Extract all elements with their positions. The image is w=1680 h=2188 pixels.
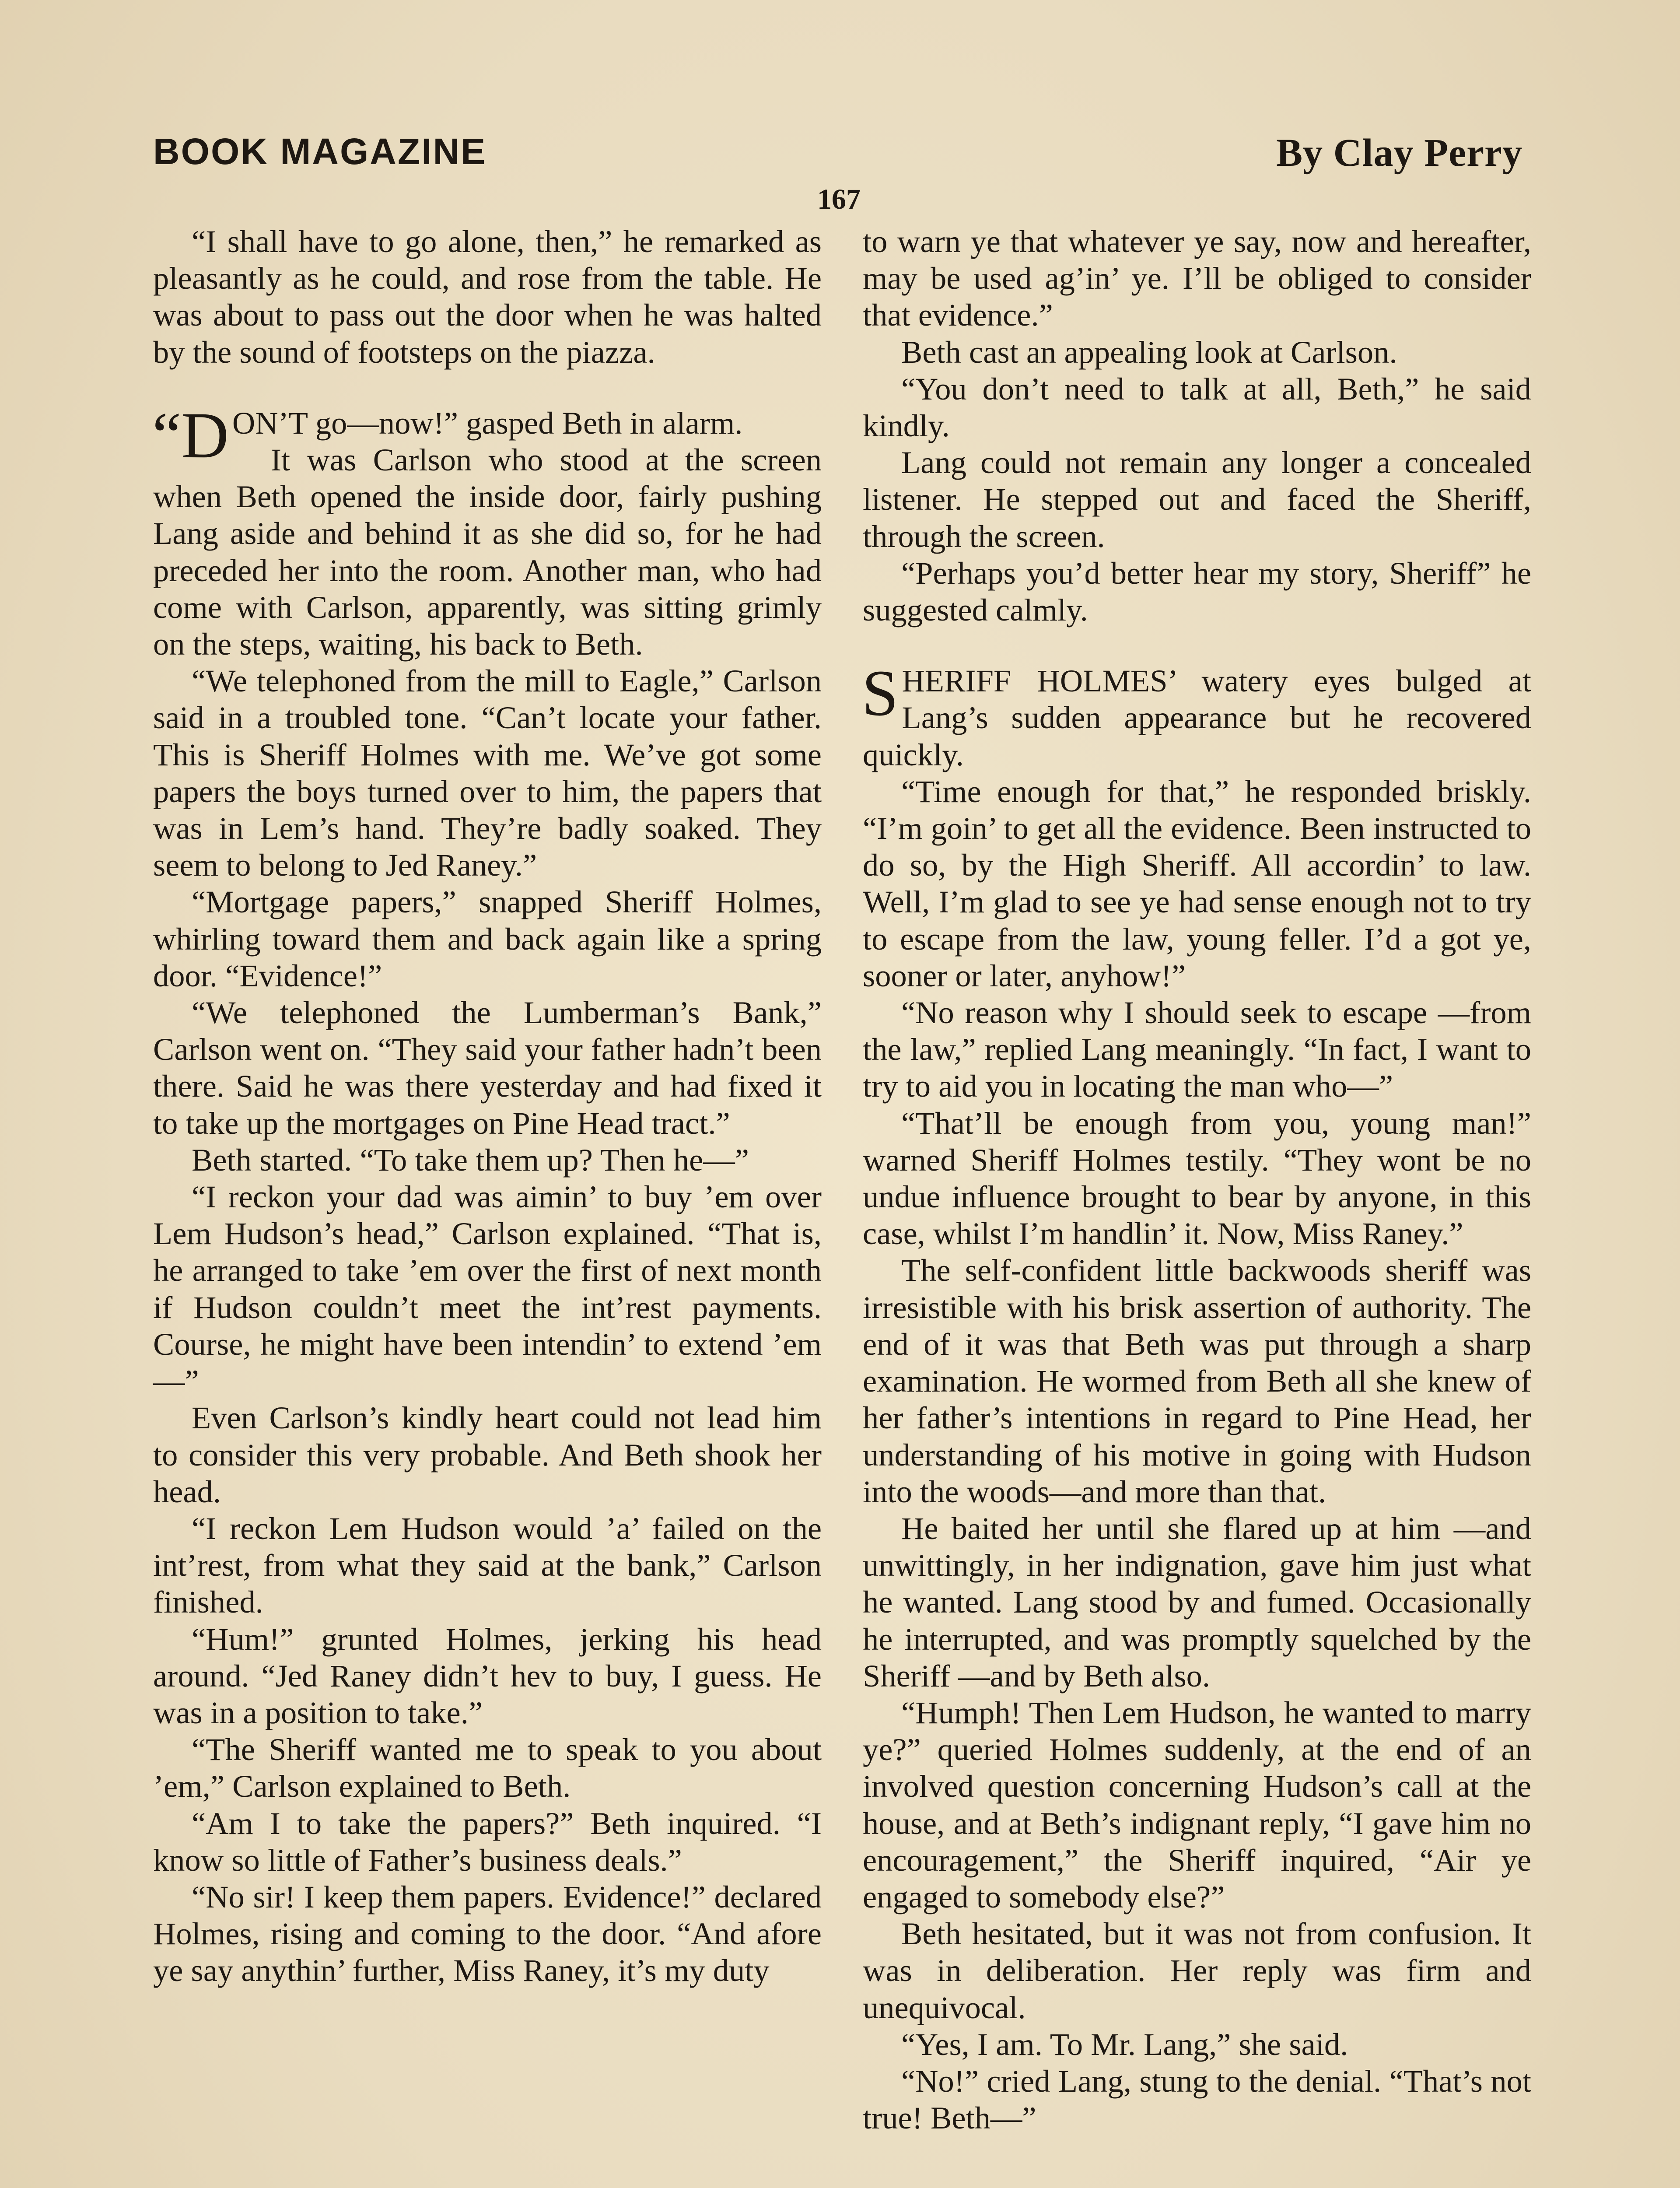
page-number: 167	[817, 183, 861, 215]
paragraph-continued: to warn ye that whatever ye say, now and hereafter, may be used ag’in’ ye. I’ll be obliged to consider that evidence.”	[863, 224, 1531, 333]
paragraph: “Yes, I am. To Mr. Lang,” she said.	[901, 2026, 1348, 2062]
paragraph: “I shall have to go alone, then,” he remarked as pleasantly as he could, and rose from the table. He was about to pass out the door when he was halted by the sound of footsteps on the piazza.	[153, 224, 822, 370]
paragraph: “The Sheriff wanted me to speak to you about ’em,” Carlson explained to Beth.	[153, 1732, 822, 1804]
paragraph: “That’ll be enough from you, young man!” warned Sheriff Holmes testily. “They wont be no undue influence brought to bear by anyone, in this case, whilst I’m handlin’ it. Now, Miss Raney.”	[863, 1105, 1531, 1252]
paragraph-dropcap: “DON’T go—now!” gasped Beth in alarm.	[152, 399, 743, 472]
paragraph: “We telephoned the Lumberman’s Bank,” Carlson went on. “They said your father hadn’t been there. Said he was there yesterday and had fixed it to take up the mortgages on Pine Head tract.”	[153, 995, 822, 1141]
paragraph: Beth started. “To take them up? Then he—”	[192, 1142, 749, 1178]
paragraph: It was Carlson who stood at the screen when Beth opened the inside door, fairly pushing Lang aside and behind it as she did so, for he had preceded her into the room. Another man, who had come with Carlson, apparently, was sitting grimly on the steps, waiting, his back to Beth.	[153, 442, 822, 662]
running-head-magazine: BOOK MAGAZINE	[153, 131, 487, 172]
paragraph: He baited her until she flared up at him —and unwittingly, in her indignation, gave him just what he wanted. Lang stood by and fumed. Occasionally he interrupted, and was promptly squelched by the Sheriff —and by Beth also.	[863, 1510, 1531, 1694]
paragraph: The self-confident little backwoods sheriff was irresistible with his brisk assertion of authority. The end of it was that Beth was put through a sharp examination. He wormed from Beth all she knew of her father’s intentions in regard to Pine Head, her understanding of his motive in going with Hudson into the woods—and more than that.	[863, 1252, 1531, 1509]
paragraph-dropcap: SHERIFF HOLMES’ watery eyes bulged at Lang’s sudden appearance but he recovered quickly.	[862, 657, 1531, 772]
paragraph: “No reason why I should seek to escape —from the law,” replied Lang meaningly. “In fact, I want to try to aid you in locating the man who—”	[863, 995, 1531, 1104]
paragraph: “No!” cried Lang, stung to the denial. “That’s not true! Beth—”	[863, 2063, 1531, 2136]
text-column-left	[153, 223, 822, 1989]
paragraph: Beth cast an appealing look at Carlson.	[901, 334, 1397, 370]
paragraph: “You don’t need to talk at all, Beth,” he said kindly.	[863, 371, 1531, 444]
paragraph: Beth hesitated, but it was not from confusion. It was in deliberation. Her reply was firm and unequivocal.	[863, 1916, 1531, 2025]
paragraph: “Hum!” grunted Holmes, jerking his head around. “Jed Raney didn’t hev to buy, I guess. He was in a position to take.”	[153, 1621, 822, 1730]
paragraph: Lang could not remain any longer a concealed listener. He stepped out and faced the Sheriff, through the screen.	[863, 445, 1531, 554]
paragraph: “I reckon your dad was aimin’ to buy ’em over Lem Hudson’s head,” Carlson explained. “That is, he arranged to take ’em over the first of next month if Hudson couldn’t meet the int’rest payments. Course, he might have been intendin’ to extend ’em—”	[153, 1179, 822, 1399]
paragraph: “We telephoned from the mill to Eagle,” Carlson said in a troubled tone. “Can’t locate your father. This is Sheriff Holmes with me. We’ve got some papers the boys turned over to him, the papers that was in Lem’s hand. They’re badly soaked. They seem to belong to Jed Raney.”	[153, 663, 822, 883]
paragraph: “Time enough for that,” he responded briskly. “I’m goin’ to get all the evidence. Been instructed to do so, by the High Sheriff. All accordin’ to law. Well, I’m glad to see ye had sense enough not to try to escape from the law, young feller. I’d a got ye, sooner or later, anyhow!”	[863, 773, 1531, 993]
paragraph: “I reckon Lem Hudson would ’a’ failed on the int’rest, from what they said at the bank,” Carlson finished.	[153, 1510, 822, 1620]
paragraph: “Humph! Then Lem Hudson, he wanted to marry ye?” queried Holmes suddenly, at the end of an involved question concerning Hudson’s call at the house, and at Beth’s indignant reply, “I gave him no encouragement,” the Sheriff inquired, “Air ye engaged to somebody else?”	[863, 1694, 1531, 1914]
paragraph: “Mortgage papers,” snapped Sheriff Holmes, whirling toward them and back again like a spring door. “Evidence!”	[153, 884, 822, 993]
text-column-right	[863, 223, 1531, 2136]
paragraph: “Perhaps you’d better hear my story, Sheriff” he suggested calmly.	[863, 555, 1531, 628]
paragraph: “Am I to take the papers?” Beth inquired. “I know so little of Father’s business deals.”	[153, 1805, 822, 1878]
running-head-author: By Clay Perry	[1276, 131, 1522, 175]
paragraph: “No sir! I keep them papers. Evidence!” declared Holmes, rising and coming to the door. “And afore ye say anythin’ further, Miss Raney, it’s my duty	[153, 1879, 822, 1988]
paragraph: Even Carlson’s kindly heart could not lead him to consider this very probable. And Beth shook her head.	[153, 1400, 822, 1509]
